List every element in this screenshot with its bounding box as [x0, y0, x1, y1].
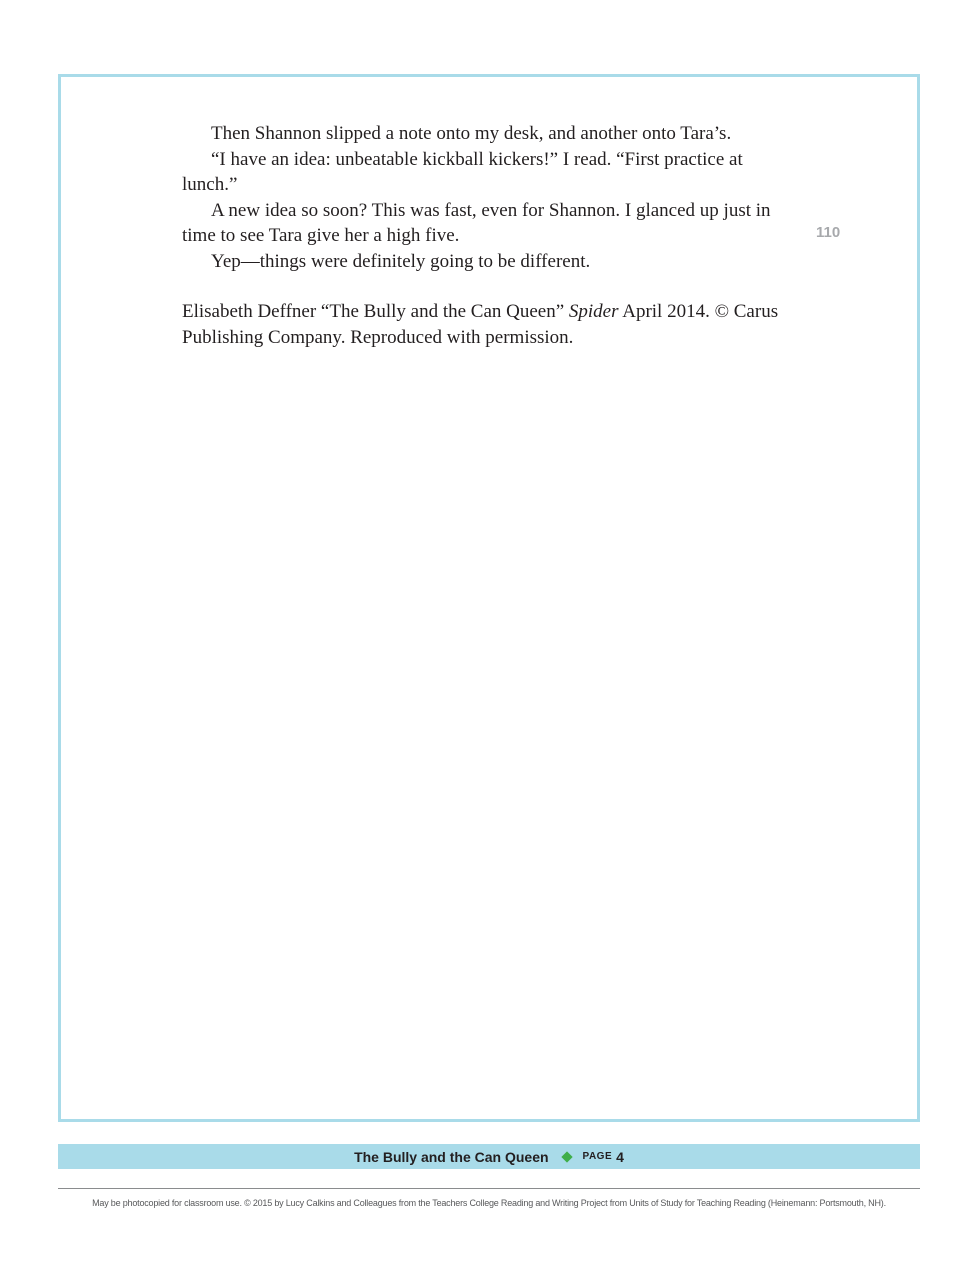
line-number: 110	[816, 224, 841, 241]
credit-text-start: Elisabeth Deffner “The Bully and the Can Queen”	[182, 301, 569, 322]
footer-band	[58, 1144, 920, 1169]
page-number: 4	[616, 1148, 624, 1165]
page-label: PAGE	[582, 1151, 613, 1162]
credit-publication: Spider	[568, 301, 619, 322]
footer-divider	[58, 1188, 920, 1189]
diamond-icon	[561, 1151, 572, 1162]
story-paragraph: Then Shannon slipped a note onto my desk, and another onto Tara’s.	[211, 123, 732, 144]
story-paragraph: Yep—things were definitely going to be different.	[211, 250, 591, 272]
story-text	[182, 121, 802, 274]
credit-text-end: April 2014. © Carus Publishing Company. Reproduced with permission.	[182, 301, 779, 348]
footer-title: The Bully and the Can Queen	[354, 1148, 549, 1165]
source-credit	[182, 299, 812, 350]
copyright-notice: May be photocopied for classroom use. © 2015 by Lucy Calkins and Colleagues from the Teachers College Reading and Writing Project from Units of Study for Teaching Reading (Heinemann: Portsmouth, NH).	[92, 1198, 886, 1208]
story-paragraph: “I have an idea: unbeatable kickball kickers!” I read. “First practice at lunch.”	[182, 148, 743, 195]
story-paragraph: A new idea so soon? This was fast, even for Shannon. I glanced up just in time to see Tara give her a high five.	[182, 199, 771, 246]
